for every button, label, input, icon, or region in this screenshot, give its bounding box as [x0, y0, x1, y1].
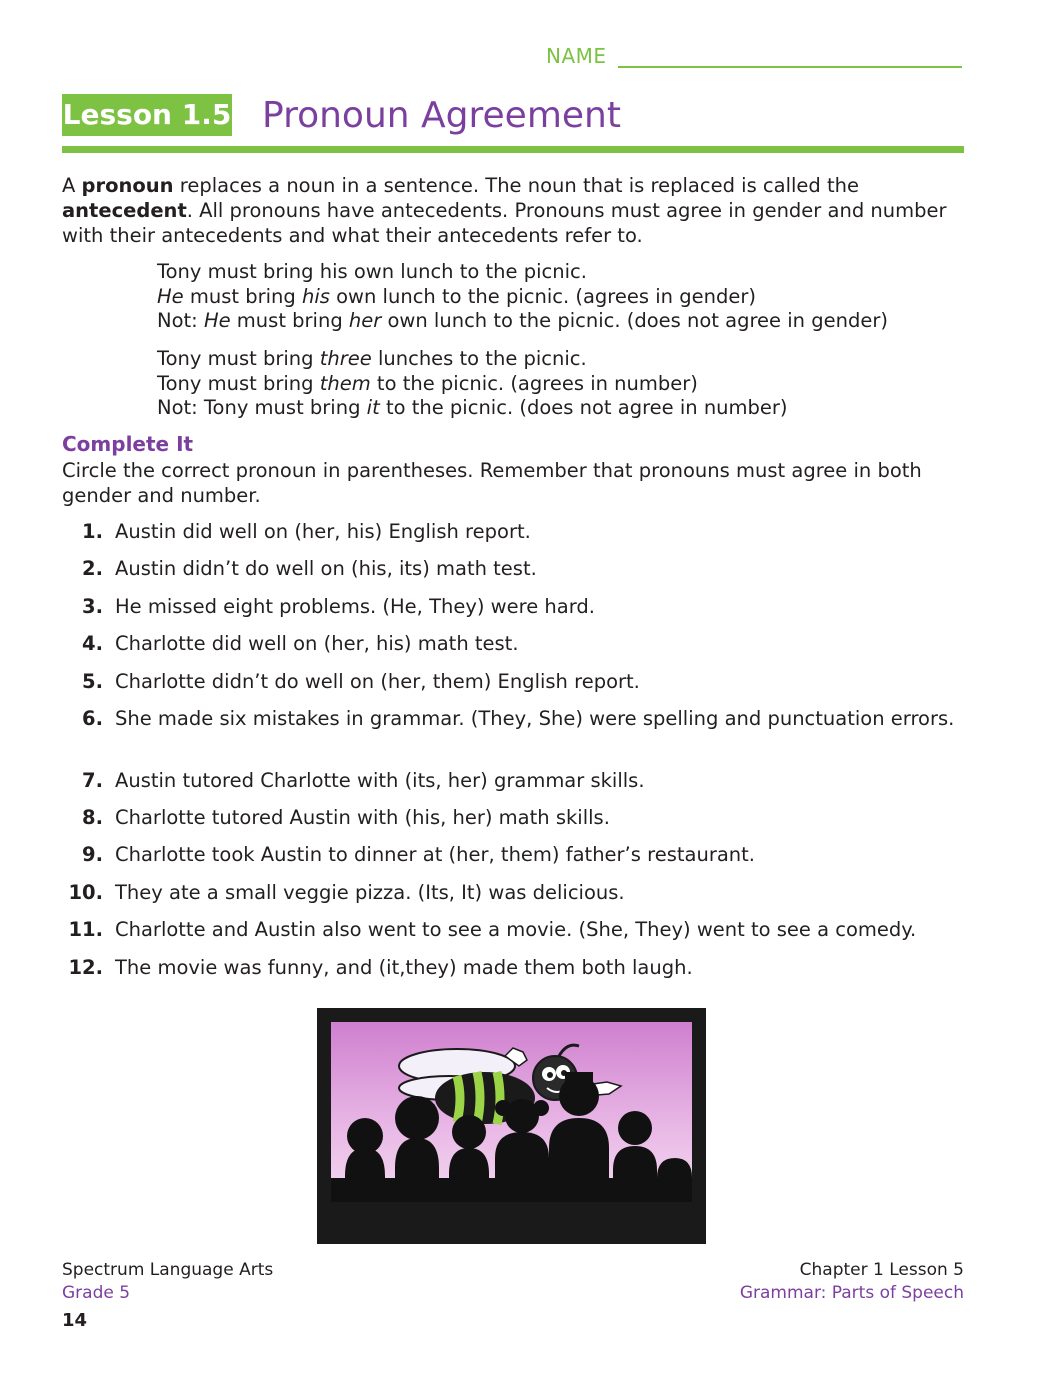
grade-label: Grade 5	[62, 1283, 131, 1303]
chapter-label: Chapter 1 Lesson 5	[799, 1260, 964, 1280]
exercise-item	[62, 706, 967, 731]
exercise-sentence[interactable]: Charlotte and Austin also went to see a movie. (She, They) went to see a comedy.	[115, 918, 917, 941]
book-title: Spectrum Language Arts	[62, 1260, 274, 1280]
term-antecedent: antecedent	[62, 199, 187, 222]
example-sentence	[157, 285, 957, 310]
example-text: Not: Tony must bring	[157, 396, 367, 419]
intro-text-3: . All pronouns have antecedents. Pronouns must agree in gender and number with their antecedents and what their antecedents refer to.	[62, 199, 947, 247]
example-text: Tony must bring	[157, 371, 320, 395]
exercise-number: 4.	[82, 632, 103, 655]
example-text: Tony must bring	[157, 347, 320, 370]
exercise-item	[62, 880, 967, 905]
example-text: must bring	[183, 284, 302, 308]
exercise-sentence[interactable]: Charlotte took Austin to dinner at (her, them) father’s restaurant.	[115, 843, 755, 866]
exercise-number: 11.	[68, 918, 103, 941]
example-sentence	[157, 260, 957, 285]
exercise-item	[62, 955, 967, 980]
name-write-line[interactable]	[618, 66, 962, 68]
exercise-sentence[interactable]: Austin tutored Charlotte with (its, her) grammar skills.	[115, 769, 645, 792]
exercise-item	[62, 631, 967, 656]
exercise-number: 10.	[68, 881, 103, 904]
exercise-item	[62, 768, 967, 793]
exercise-sentence[interactable]: Austin didn’t do well on (his, its) math test.	[115, 557, 537, 580]
example-text: own lunch to the picnic. (does not agree in gender)	[381, 309, 888, 332]
exercise-number: 9.	[82, 843, 103, 866]
footer-right	[740, 1259, 964, 1305]
exercise-item	[62, 805, 967, 830]
example-pronoun: them	[319, 371, 371, 395]
exercise-number: 12.	[68, 956, 103, 979]
exercise-sentence[interactable]: Charlotte did well on (her, his) math test.	[115, 632, 519, 655]
example-sentence	[157, 396, 957, 421]
intro-text-1: A	[62, 174, 82, 197]
example-sentence	[157, 372, 957, 397]
complete-it-heading: Complete It	[62, 432, 194, 456]
example-sentence	[157, 309, 957, 334]
exercise-sentence[interactable]: Austin did well on (her, his) English report.	[115, 520, 531, 543]
topic-label: Grammar: Parts of Speech	[739, 1283, 964, 1303]
exercise-sentence[interactable]: She made six mistakes in grammar. (They, She) were spelling and punctuation errors.	[115, 707, 955, 730]
example-text: to the picnic. (agrees in number)	[370, 371, 698, 395]
movie-theater-illustration	[317, 1008, 706, 1244]
exercise-number: 5.	[82, 670, 103, 693]
example-pronoun: her	[348, 309, 382, 332]
name-field	[546, 42, 964, 72]
lesson-title: Pronoun Agreement	[262, 95, 621, 136]
exercise-number: 6.	[82, 707, 103, 730]
example-text: own lunch to the picnic. (agrees in gender)	[329, 284, 756, 308]
example-text: Tony must bring his own lunch to the picnic.	[157, 260, 587, 283]
example-pronoun: three	[319, 347, 372, 370]
name-label: NAME	[546, 44, 607, 68]
exercise-number: 1.	[82, 520, 103, 543]
exercise-number: 3.	[82, 595, 103, 618]
example-pronoun: He	[203, 309, 231, 332]
gender-examples	[157, 260, 957, 334]
example-text: to the picnic. (does not agree in number)	[379, 396, 788, 419]
example-pronoun: He	[157, 284, 184, 308]
exercise-item	[62, 669, 967, 694]
exercise-sentence[interactable]: Charlotte didn’t do well on (her, them) English report.	[115, 670, 640, 693]
exercise-item	[62, 842, 967, 867]
title-divider	[62, 146, 964, 153]
lesson-badge: Lesson 1.5	[62, 94, 232, 136]
exercise-item	[62, 556, 967, 581]
exercise-number: 2.	[82, 557, 103, 580]
number-examples	[157, 347, 957, 421]
example-pronoun: his	[301, 284, 330, 308]
exercise-item	[62, 917, 967, 942]
term-pronoun: pronoun	[81, 174, 174, 197]
exercise-item	[62, 594, 967, 619]
example-sentence	[157, 347, 957, 372]
example-text: must bring	[230, 309, 349, 332]
intro-text-2: replaces a noun in a sentence. The noun that is replaced is called the	[173, 174, 860, 197]
exercise-sentence[interactable]: Charlotte tutored Austin with (his, her) math skills.	[115, 806, 610, 829]
exercise-sentence[interactable]: They ate a small veggie pizza. (Its, It) was delicious.	[115, 881, 625, 904]
example-text: lunches to the picnic.	[371, 347, 587, 370]
footer-left	[62, 1259, 273, 1305]
example-pronoun: it	[366, 396, 380, 419]
example-text: Not:	[157, 309, 204, 332]
page-number: 14	[62, 1310, 88, 1331]
exercise-sentence[interactable]: The movie was funny, and (it,they) made them both laugh.	[115, 956, 693, 979]
exercise-number: 7.	[82, 769, 103, 792]
instructions-text: Circle the correct pronoun in parentheses. Remember that pronouns must agree in both gender and number.	[62, 459, 922, 507]
exercise-sentence[interactable]: He missed eight problems. (He, They) were hard.	[115, 595, 595, 618]
exercise-item	[62, 519, 967, 544]
exercise-number: 8.	[82, 806, 103, 829]
intro-paragraph	[62, 173, 962, 248]
